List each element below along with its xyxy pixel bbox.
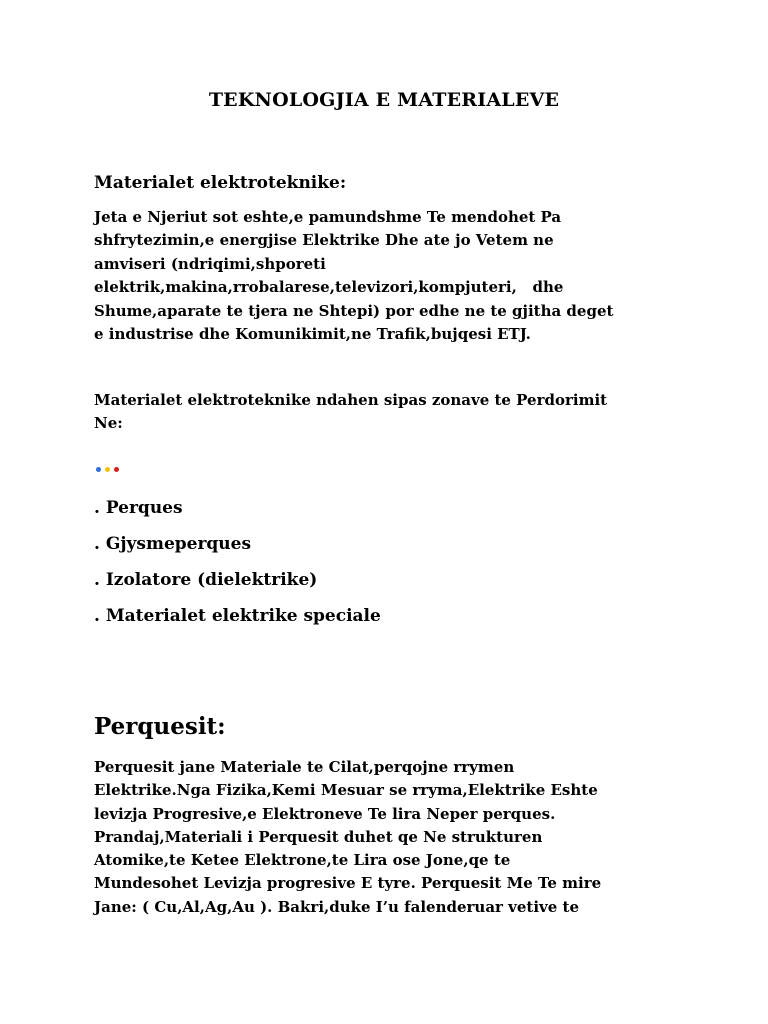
colored-bullet-dots — [96, 467, 119, 475]
intro-paragraph — [94, 206, 694, 346]
classification-line: Ne: — [94, 414, 123, 432]
conductors-line: Jane: ( Cu,Al,Ag,Au ). Bakri,duke I’u falenderuar vetive te — [94, 897, 580, 916]
intro-line: e industrise dhe Komunikimit,ne Trafik,bujqesi ETJ. — [94, 325, 531, 344]
conductors-line: Mundesohet Levizja progresive E tyre. Perquesit Me Te mire — [94, 874, 602, 893]
conductors-line: Atomike,te Ketee Elektrone,te Lira ose Jone,qe te — [94, 851, 511, 870]
intro-line: Jeta e Njeriut sot eshte,e pamundshme Te mendohet Pa — [94, 208, 562, 226]
red-dot-icon — [114, 467, 119, 472]
material-types-list — [94, 494, 381, 638]
intro-line: elektrik,makina,rrobalarese,televizori,kompjuteri, dhe — [94, 278, 564, 297]
list-item-special-materials: . Materialet elektrike speciale — [94, 606, 381, 626]
document-title: TEKNOLOGJIA E MATERIALEVE — [208, 89, 560, 111]
section-heading-conductors: Perquesit: — [94, 713, 226, 740]
conductors-line: Prandaj,Materiali i Perquesit duhet qe Ne strukturen — [94, 827, 543, 846]
list-item-insulators: . Izolatore (dielektrike) — [94, 570, 318, 590]
intro-line: shfrytezimin,e energjise Elektrike Dhe ate jo Vetem ne — [94, 231, 554, 250]
blue-dot-icon — [96, 467, 101, 472]
intro-line: amviseri (ndriqimi,shporeti — [94, 254, 326, 273]
list-item-semiconductors: . Gjysmeperques — [94, 534, 252, 554]
conductors-line: Perquesit jane Materiale te Cilat,perqojne rrymen — [94, 758, 515, 776]
conductors-paragraph — [94, 756, 714, 919]
section-heading-electrotechnical-materials: Materialet elektroteknike: — [94, 173, 347, 193]
classification-line: Materialet elektroteknike ndahen sipas zonave te Perdorimit — [94, 391, 608, 409]
conductors-line: Elektrike.Nga Fizika,Kemi Mesuar se rryma,Elektrike Eshte — [94, 781, 598, 800]
list-item-conductors: . Perques — [94, 498, 183, 518]
classification-intro — [94, 389, 714, 435]
yellow-dot-icon — [105, 467, 110, 472]
intro-line: Shume,aparate te tjera ne Shtepi) por edhe ne te gjitha deget — [94, 301, 614, 320]
conductors-line: levizja Progresive,e Elektroneve Te lira Neper perques. — [94, 804, 556, 823]
